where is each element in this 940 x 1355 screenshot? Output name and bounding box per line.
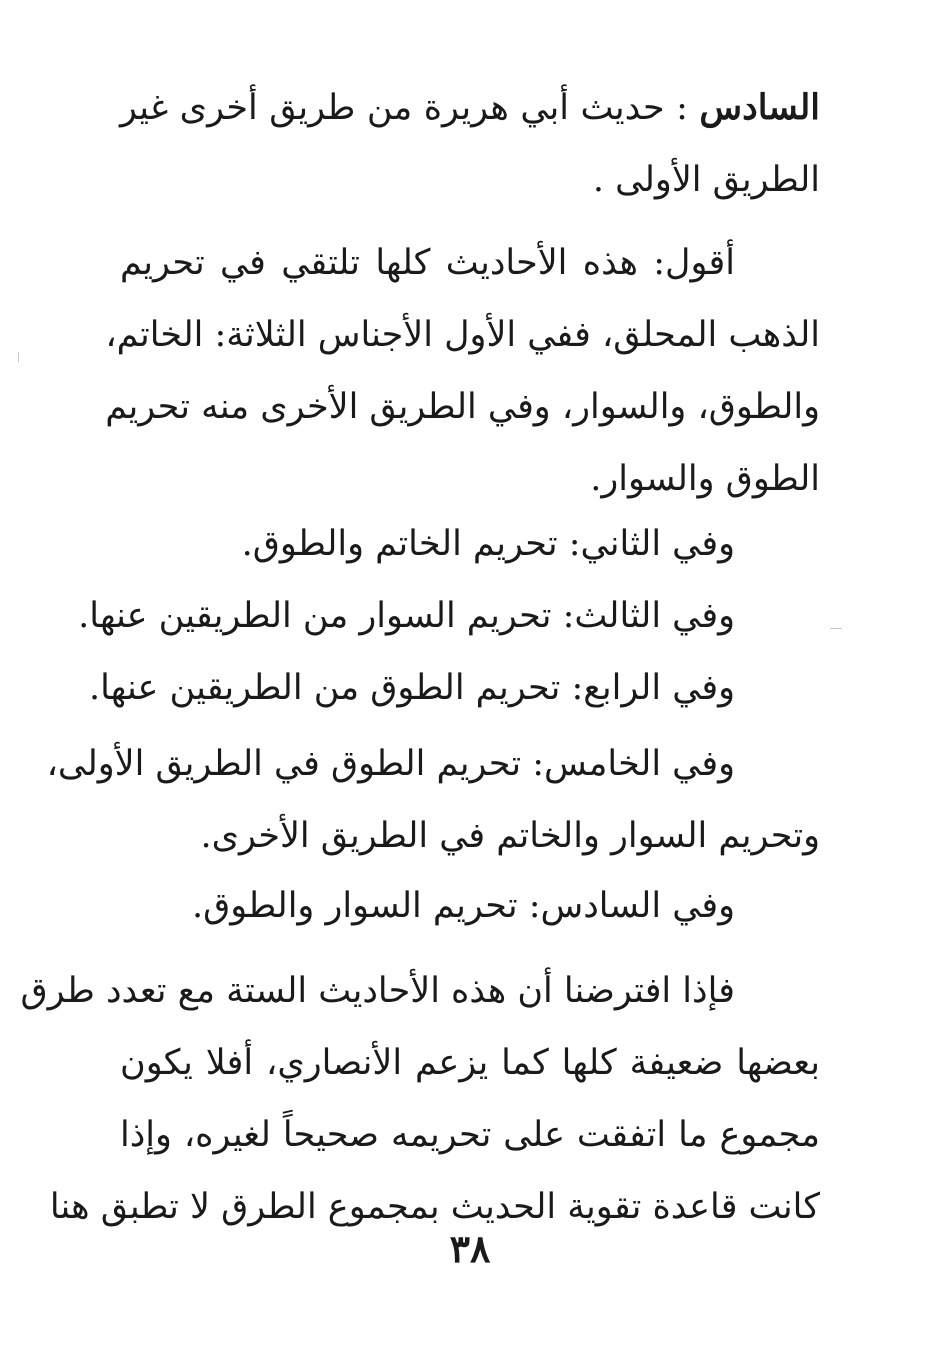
text-line: وفي الثاني: تحريم الخاتم والطوق. bbox=[241, 524, 735, 564]
line-text: : حديث أبي هريرة من طريق أخرى غير bbox=[120, 88, 688, 128]
text-line: الذهب المحلق، ففي الأول الأجناس الثلاثة: الخاتم، bbox=[105, 315, 820, 355]
scan-speck bbox=[18, 352, 19, 362]
paragraph-sixth-hadith bbox=[120, 72, 820, 216]
text-line: وفي الخامس: تحريم الطوق في الطريق الأولى، bbox=[46, 744, 735, 784]
paragraph-comment bbox=[105, 227, 820, 515]
heading-word: السادس bbox=[699, 87, 820, 128]
text-line: كانت قاعدة تقوية الحديث بمجموع الطرق لا تطبق هنا bbox=[49, 1187, 820, 1227]
text-line: والطوق، والسوار، وفي الطريق الأخرى منه تحريم bbox=[105, 387, 820, 427]
scan-speck bbox=[830, 628, 842, 629]
text-line: الطوق والسوار. bbox=[590, 459, 820, 499]
text-line: وتحريم السوار والخاتم في الطريق الأخرى. bbox=[200, 816, 820, 856]
paragraph-sixth bbox=[120, 870, 820, 942]
text-line bbox=[120, 72, 820, 144]
page-number: ٣٨ bbox=[449, 1226, 491, 1271]
paragraph-conclusion bbox=[20, 955, 820, 1243]
paragraph-fifth bbox=[46, 728, 820, 872]
text-line: فإذا افترضنا أن هذه الأحاديث الستة مع تعدد طرق bbox=[20, 971, 735, 1011]
text-line: مجموع ما اتفقت على تحريمه صحيحاً لغيره، وإذا bbox=[120, 1115, 820, 1155]
paragraph-fourth bbox=[89, 652, 820, 724]
text-line: وفي الثالث: تحريم السوار من الطريقين عنها. bbox=[78, 596, 735, 636]
text-line: بعضها ضعيفة كلها كما يزعم الأنصاري، أفلا يكون bbox=[120, 1043, 820, 1083]
paragraph-second bbox=[120, 508, 820, 580]
paragraph-third bbox=[78, 580, 820, 652]
text-line: أقول: هذه الأحاديث كلها تلتقي في تحريم bbox=[120, 243, 735, 283]
text-line: وفي السادس: تحريم السوار والطوق. bbox=[191, 886, 735, 926]
text-line: الطريق الأولى . bbox=[592, 160, 820, 200]
text-line: وفي الرابع: تحريم الطوق من الطريقين عنها. bbox=[89, 668, 735, 708]
